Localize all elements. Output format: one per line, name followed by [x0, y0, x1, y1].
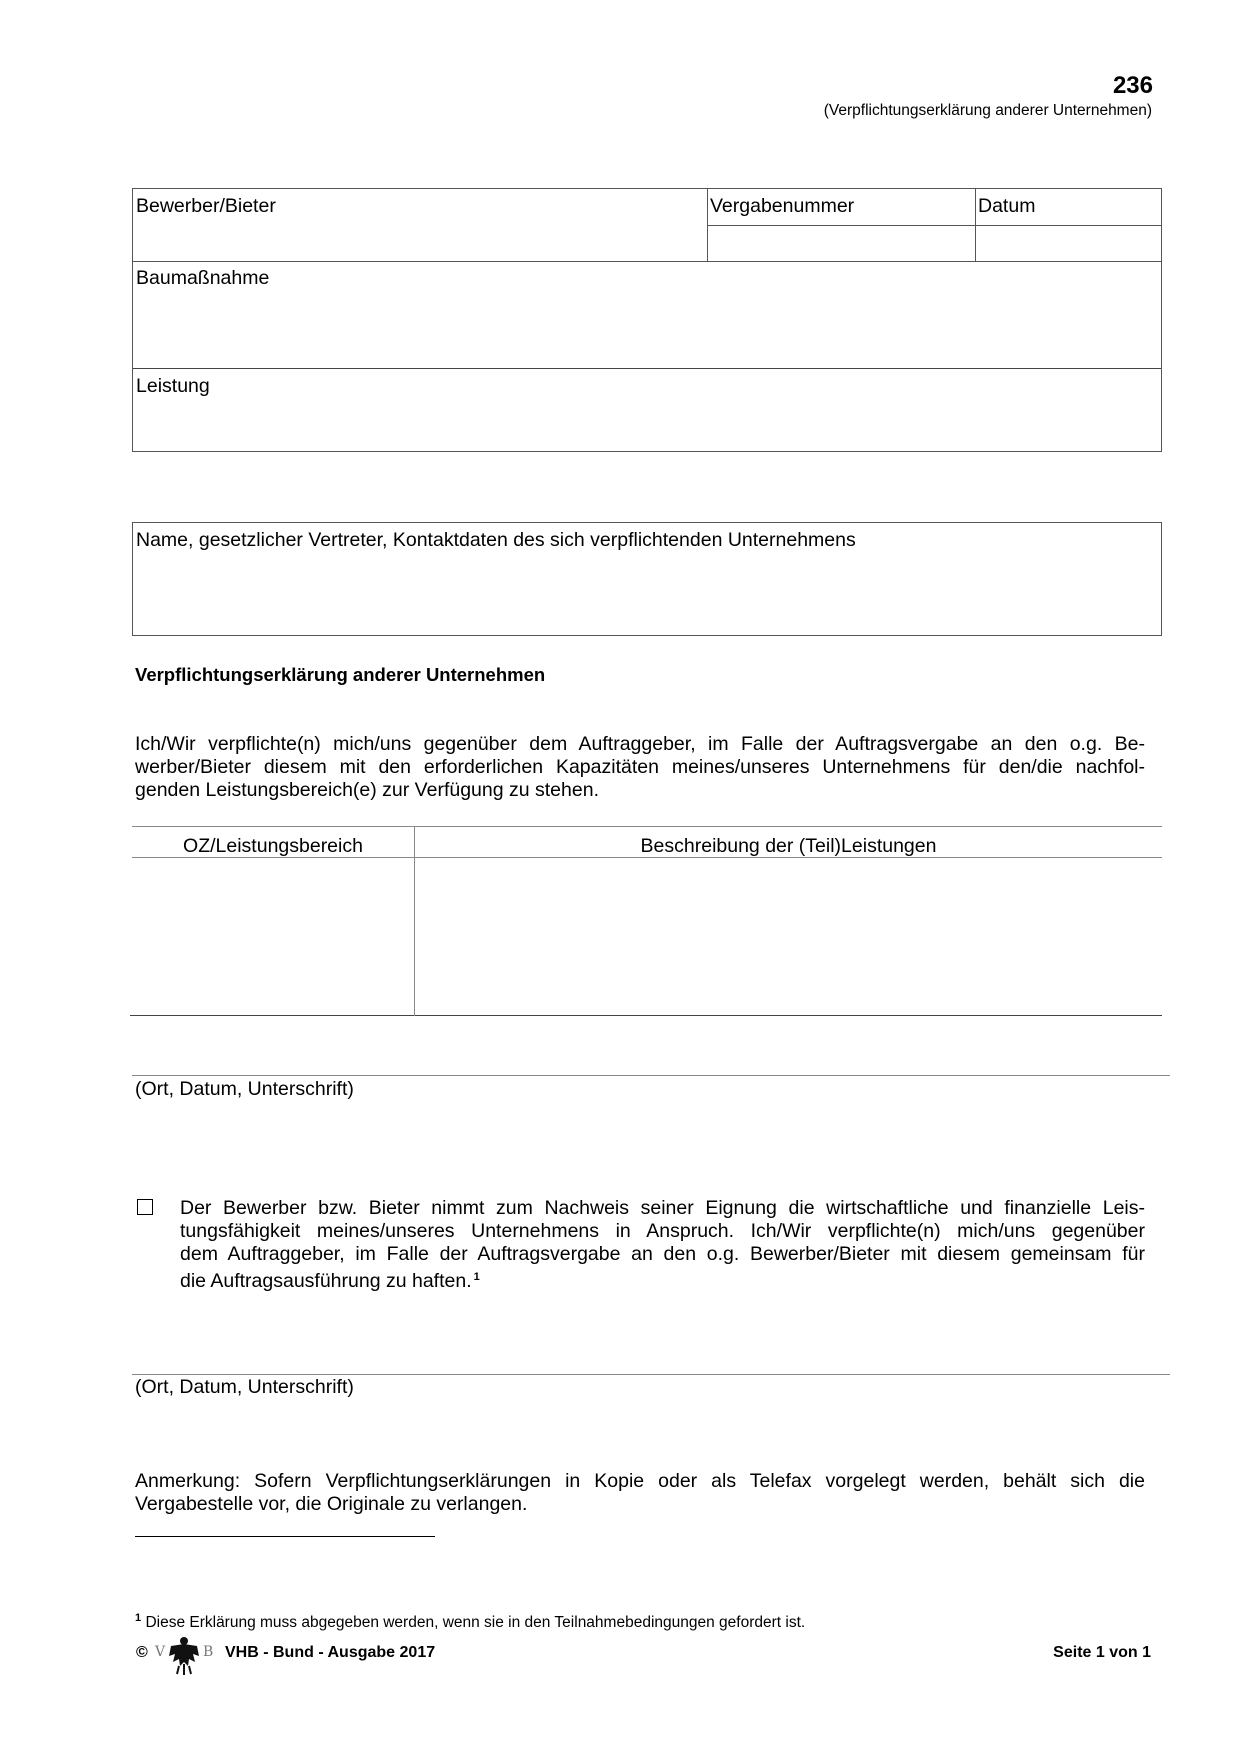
- liability-checkbox[interactable]: [137, 1199, 153, 1215]
- baumassnahme-label: Baumaßnahme: [136, 267, 270, 289]
- signature-line-1[interactable]: [132, 1075, 1170, 1076]
- bewerber-bieter-cell[interactable]: [133, 189, 708, 262]
- vergabenummer-label-cell: [707, 189, 976, 226]
- footer-edition: VHB - Bund - Ausgabe 2017: [225, 1644, 436, 1661]
- federal-eagle-icon: [167, 1634, 201, 1676]
- footer-page: Seite 1 von 1: [1053, 1644, 1151, 1661]
- services-table: [132, 826, 1162, 1017]
- form-grid: [132, 188, 1162, 452]
- logo-letter-b: B: [203, 1644, 214, 1660]
- logo-letter-v: V: [155, 1644, 166, 1660]
- company-info-box[interactable]: [132, 522, 1162, 636]
- footnote-ref: 1: [473, 1271, 480, 1283]
- baumassnahme-cell[interactable]: [133, 261, 1161, 369]
- oz-leistungsbereich-header: OZ/Leistungsbereich: [183, 835, 363, 857]
- beschreibung-input[interactable]: [416, 858, 1162, 1015]
- declaration-text: [135, 733, 1145, 802]
- liability-line-3: dem Auftraggeber, im Falle der Auftragsvergabe an den o.g. Bewerber/Bieter mit diesem gemeinsam für: [180, 1243, 1145, 1265]
- declaration-title: Verpflichtungserklärung anderer Unternehmen: [135, 664, 546, 685]
- liability-text: [180, 1197, 1145, 1293]
- leistung-cell[interactable]: [133, 369, 1161, 451]
- declaration-line-2: werber/Bieter diesem mit den erforderlichen Kapazitäten meines/unseres Unternehmens für den/die nachfol-: [135, 756, 1145, 778]
- oz-leistungsbereich-input[interactable]: [132, 858, 413, 1015]
- declaration-line-3: genden Leistungsbereich(e) zur Verfügung zu stehen.: [135, 779, 599, 801]
- note-line-1: Anmerkung: Sofern Verpflichtungserklärungen in Kopie oder als Telefax vorgelegt werden, behält sich die: [135, 1470, 1145, 1492]
- declaration-line-1: Ich/Wir verpflichte(n) mich/uns gegenüber dem Auftraggeber, im Falle der Auftragsvergabe an den o.g. Be-: [135, 733, 1145, 755]
- datum-label: Datum: [978, 195, 1036, 217]
- liability-line-1: Der Bewerber bzw. Bieter nimmt zum Nachweis seiner Eignung die wirtschaftliche und finanzielle Leis-: [180, 1197, 1145, 1219]
- bewerber-bieter-label: Bewerber/Bieter: [136, 195, 276, 217]
- vhb-logo: [153, 1634, 215, 1676]
- note-line-2: Vergabestelle vor, die Originale zu verlangen.: [135, 1493, 528, 1515]
- form-number: 236: [1112, 72, 1153, 99]
- note-text: [135, 1470, 1145, 1516]
- liability-line-2: tungsfähigkeit meines/unseres Unternehmens in Anspruch. Ich/Wir verpflichte(n) mich/uns gegenüber: [180, 1220, 1145, 1242]
- company-info-label: Name, gesetzlicher Vertreter, Kontaktdaten des sich verpflichtenden Unternehmens: [136, 529, 856, 551]
- datum-input[interactable]: [975, 225, 1161, 262]
- vergabenummer-label: Vergabenummer: [710, 195, 855, 217]
- footnote-text: Diese Erklärung muss abgegeben werden, wenn sie in den Teilnahmebedingungen gefordert ist.: [145, 1614, 806, 1631]
- vergabenummer-input[interactable]: [707, 225, 976, 262]
- signature-label-2: (Ort, Datum, Unterschrift): [135, 1376, 354, 1398]
- footer-copyright: ©: [136, 1644, 148, 1661]
- form-subtitle: (Verpflichtungserklärung anderer Unternehmen): [823, 102, 1152, 119]
- liability-line-4: die Auftragsausführung zu haften. $^1$: [180, 1270, 480, 1292]
- footnote: [135, 1612, 805, 1632]
- datum-label-cell: [975, 189, 1161, 226]
- signature-line-2[interactable]: [132, 1374, 1170, 1375]
- footnote-separator: [135, 1536, 435, 1537]
- signature-label-1: (Ort, Datum, Unterschrift): [135, 1078, 354, 1100]
- beschreibung-header: Beschreibung der (Teil)Leistungen: [640, 835, 937, 857]
- leistung-label: Leistung: [136, 375, 210, 397]
- footnote-number: 1: [135, 1612, 142, 1624]
